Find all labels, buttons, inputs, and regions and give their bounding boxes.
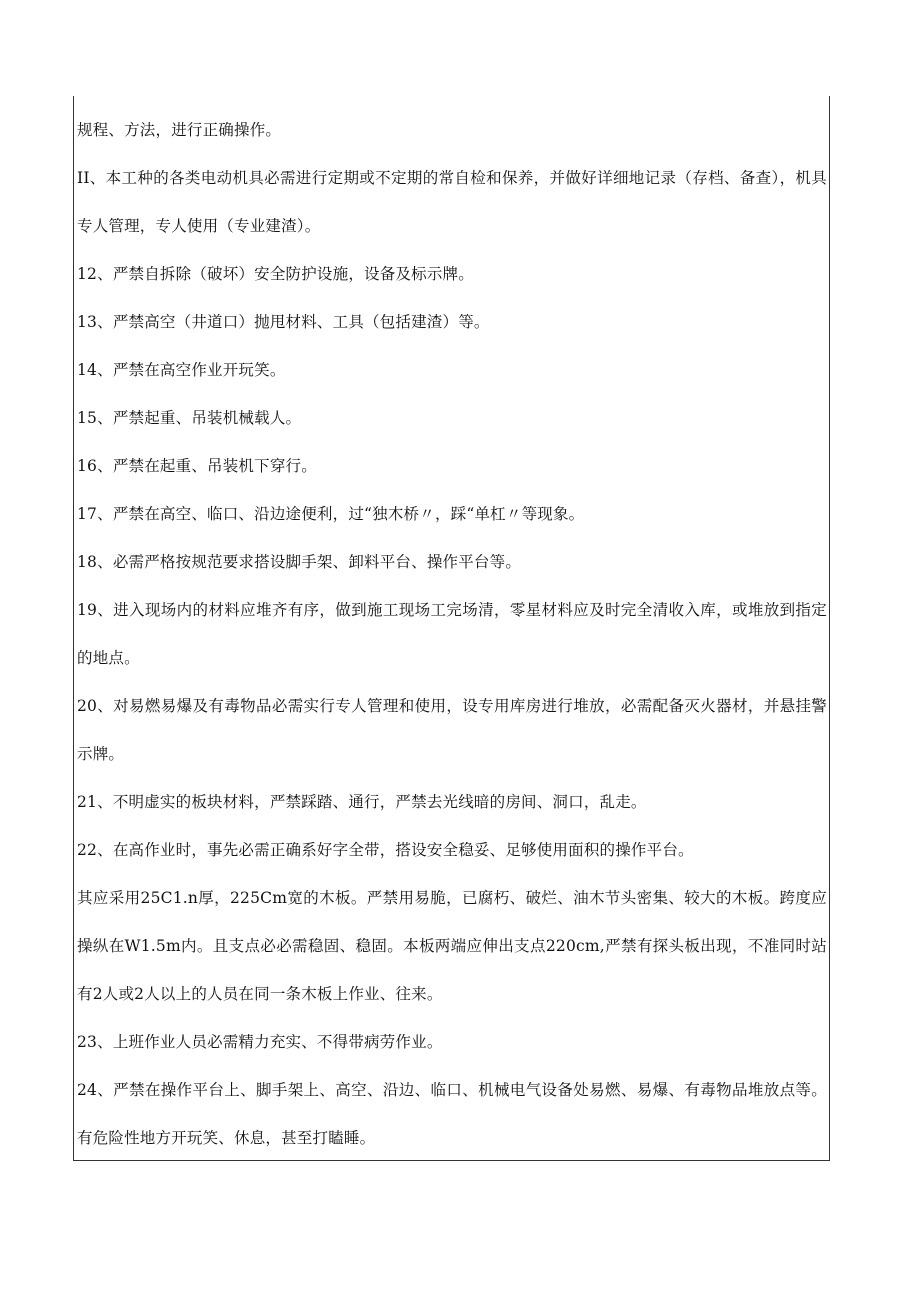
paragraph: 12、严禁自拆除（破坏）安全防护设施，设备及标示牌。 [77,265,474,283]
document-frame [73,96,830,1161]
paragraph: 24、严禁在操作平台上、脚手架上、高空、沿边、临口、机械电气设备处易燃、易爆、有毒物品堆放点等。有危险性地方开玩笑、休息，甚至打瞌睡。 [77,1081,827,1147]
paragraph: 规程、方法，进行正确操作。 [77,121,282,139]
paragraph: 13、严禁高空（井道口）抛甩材料、工具（包括建渣）等。 [77,313,490,331]
paragraph: 21、不明虚实的板块材料，严禁踩踏、通行，严禁去光线暗的房间、洞口，乱走。 [77,793,647,811]
paragraph: 16、严禁在起重、吊装机下穿行。 [77,457,317,475]
paragraph: 14、严禁在高空作业开玩笑。 [77,361,286,379]
paragraph: 17、严禁在高空、临口、沿边途便利，过“独木桥〃，踩“单杠〃等现象。 [77,505,585,523]
document-body [74,106,829,1162]
paragraph: 其应采用25C1.n厚，225Cm宽的木板。严禁用易脆，已腐朽、破烂、油木节头密集、较大的木板。跨度应操纵在W1.5m内。且支点必必需稳固、稳固。本板两端应伸出支点220cm,严禁有探头板出现，不准同时站有2人或2人以上的人员在同一条木板上作业、往来。 [77,889,827,1003]
paragraph: 19、进入现场内的材料应堆齐有序，做到施工现场工完场清，零星材料应及时完全清收入库，或堆放到指定的地点。 [77,601,827,667]
paragraph: II、本工种的各类电动机具必需进行定期或不定期的常自检和保养，并做好详细地记录（存档、备查），机具专人管理，专人使用（专业建渣）。 [77,169,827,235]
paragraph: 20、对易燃易爆及有毒物品必需实行专人管理和使用，设专用库房进行堆放，必需配备灭火器材，并悬挂警示牌。 [77,697,827,763]
paragraph: 18、必需严格按规范要求搭设脚手架、卸料平台、操作平台等。 [77,553,522,571]
paragraph: 15、严禁起重、吊装机械载人。 [77,409,302,427]
paragraph: 23、上班作业人员必需精力充实、不得带病劳作业。 [77,1033,443,1051]
paragraph: 22、在高作业时，事先必需正确系好字全带，搭设安全稳妥、足够使用面积的操作平台。 [77,841,694,859]
